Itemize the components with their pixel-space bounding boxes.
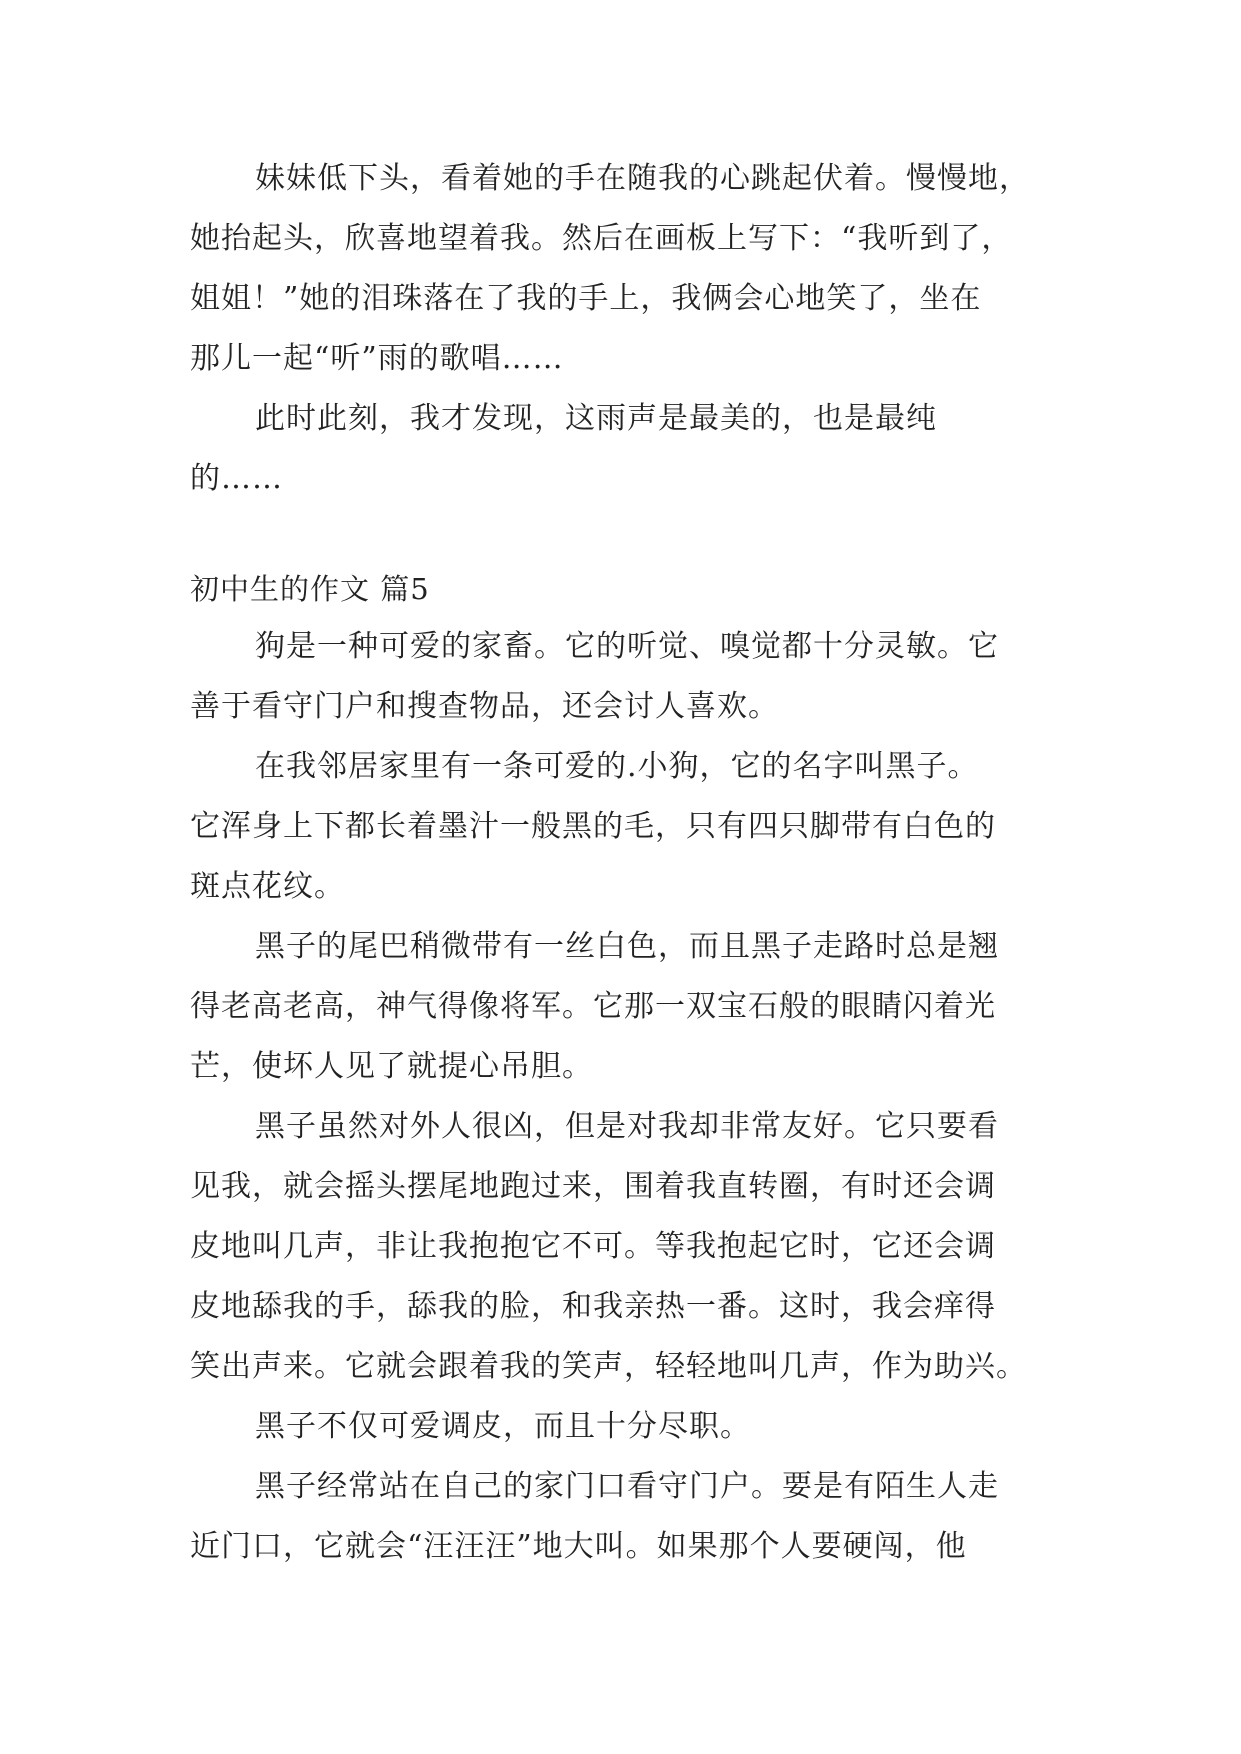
paragraph-line: 此时此刻，我才发现，这雨声是最美的，也是最纯 [255, 401, 937, 436]
paragraph-line: 的…… [190, 461, 283, 496]
paragraph-line: 善于看守门户和搜查物品，还会讨人喜欢。 [190, 689, 779, 724]
paragraph-line: 皮地叫几声，非让我抱抱它不可。等我抱起它时，它还会调 [190, 1229, 996, 1264]
paragraph-line: 她抬起头，欣喜地望着我。然后在画板上写下：“我听到了， [190, 221, 1013, 256]
paragraph-line: 黑子经常站在自己的家门口看守门户。要是有陌生人走 [255, 1469, 999, 1504]
paragraph-line: 见我，就会摇头摆尾地跑过来，围着我直转圈，有时还会调 [190, 1169, 996, 1204]
paragraph-line: 斑点花纹。 [190, 869, 345, 904]
paragraph-line: 黑子不仅可爱调皮，而且十分尽职。 [255, 1409, 751, 1444]
paragraph-line: 得老高老高，神气得像将军。它那一双宝石般的眼睛闪着光 [190, 989, 996, 1024]
paragraph-line: 那儿一起“听”雨的歌唱…… [190, 341, 564, 376]
paragraph-line: 它浑身上下都长着墨汁一般黑的毛，只有四只脚带有白色的 [190, 809, 996, 844]
paragraph-line: 狗是一种可爱的家畜。它的听觉、嗅觉都十分灵敏。它 [255, 629, 999, 664]
paragraph-line: 在我邻居家里有一条可爱的.小狗，它的名字叫黑子。 [255, 749, 979, 784]
paragraph-line: 姐姐！”她的泪珠落在了我的手上，我俩会心地笑了，坐在 [190, 281, 982, 316]
paragraph-line: 黑子的尾巴稍微带有一丝白色，而且黑子走路时总是翘 [255, 929, 999, 964]
paragraph-line: 芒，使坏人见了就提心吊胆。 [190, 1049, 593, 1084]
paragraph-line: 黑子虽然对外人很凶，但是对我却非常友好。它只要看 [255, 1109, 999, 1144]
paragraph-line: 笑出声来。它就会跟着我的笑声，轻轻地叫几声，作为助兴。 [190, 1349, 1027, 1384]
paragraph-line: 皮地舔我的手，舔我的脸，和我亲热一番。这时，我会痒得 [190, 1289, 996, 1324]
section-heading: 初中生的作文 篇5 [190, 572, 430, 606]
paragraph-line: 妹妹低下头，看着她的手在随我的心跳起伏着。慢慢地， [255, 161, 1030, 196]
paragraph-line: 近门口，它就会“汪汪汪”地大叫。如果那个人要硬闯，他 [190, 1529, 967, 1564]
